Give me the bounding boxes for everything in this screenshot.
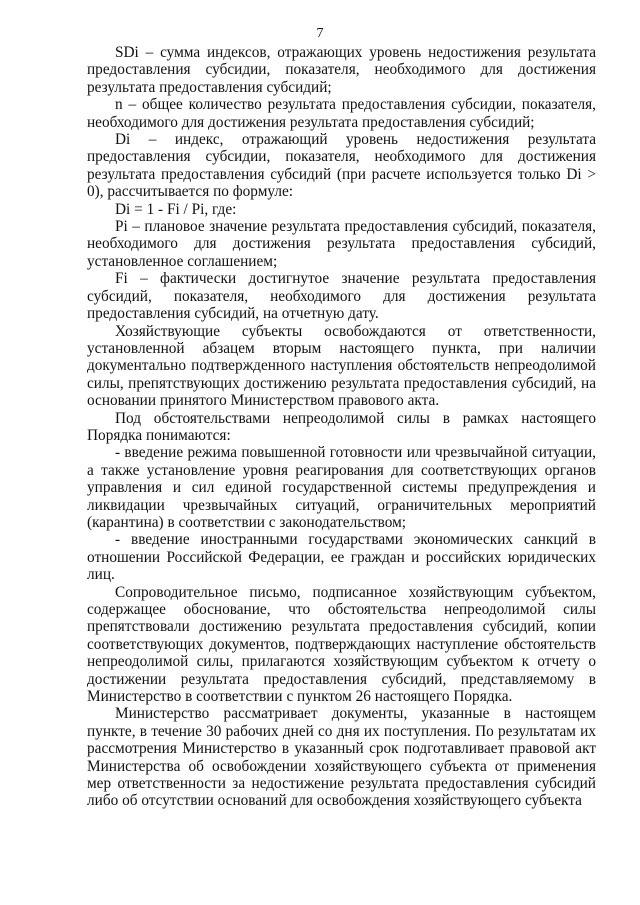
paragraph-liability-exemption: Хозяйствующие субъекты освобождаются от ответственности, установленной абзацем вторым настоящего пункта, при наличии документально подтвержденного наступления обстоятельств непреодолимой силы, препятствующих достижению результата предоставления субсидий, на основании принятого Министерством правового акта.: [87, 322, 596, 410]
paragraph-sdi-definition: SDi – сумма индексов, отражающих уровень недостижения результата предоставления субсидии, показателя, необходимого для достижения результата предоставления субсидий;: [87, 44, 596, 96]
paragraph-force-majeure-intro: Под обстоятельствами непреодолимой силы в рамках настоящего Порядка понимаются:: [87, 409, 596, 444]
paragraph-di-definition: Di – индекс, отражающий уровень недостижения результата предоставления субсидии, показателя, необходимого для достижения результата предоставления субсидий (при расчете используется только Di > 0), рассчитывается по формуле:: [87, 131, 596, 201]
paragraph-cover-letter: Сопроводительное письмо, подписанное хозяйствующим субъектом, содержащее обоснование, что обстоятельства непреодолимой силы препятствовали достижению результата предоставления субсидий, копии соответствующих документов, подтверждающих наступление обстоятельств непреодолимой силы, прилагаются хозяйствующим субъектом к отчету о достижении результата предоставления субсидий, представляемому в Министерство в соответствии с пунктом 26 настоящего Порядка.: [87, 583, 596, 706]
paragraph-n-definition: n – общее количество результата предоставления субсидии, показателя, необходимого для достижения результата предоставления субсидий;: [87, 96, 596, 131]
paragraph-pi-definition: Pi – плановое значение результата предоставления субсидий, показателя, необходимого для достижения результата предоставления субсидий, установленное соглашением;: [87, 218, 596, 270]
list-item-sanctions: - введение иностранными государствами экономических санкций в отношении Российской Федерации, ее граждан и российских юридических лиц.: [87, 531, 596, 584]
page-number: 7: [316, 26, 324, 41]
paragraph-fi-definition: Fi – фактически достигнутое значение результата предоставления субсидий, показателя, необходимого для достижения результата предоставления субсидий, на отчетную дату.: [87, 270, 596, 323]
paragraph-ministry-review: Министерство рассматривает документы, указанные в настоящем пункте, в течение 30 рабочих дней со дня их поступления. По результатам их рассмотрения Министерство в указанный срок подготавливает правовой акт Министерства об освобождении хозяйствующего субъекта от применения мер ответственности за недостижение результата предоставления субсидий либо об отсутствии оснований для освобождения хозяйствующего субъекта: [87, 705, 596, 810]
list-item-emergency-regime: - введение режима повышенной готовности или чрезвычайной ситуации, а также установление уровня реагирования для соответствующих органов управления и сил единой государственной системы предупреждения и ликвидации чрезвычайных ситуаций, ограничительных мероприятий (карантина) в соответствии с законодательством;: [87, 444, 596, 531]
paragraph-di-formula: Di = 1 - Fi / Pi, где:: [115, 200, 237, 218]
document-body: [87, 44, 596, 810]
